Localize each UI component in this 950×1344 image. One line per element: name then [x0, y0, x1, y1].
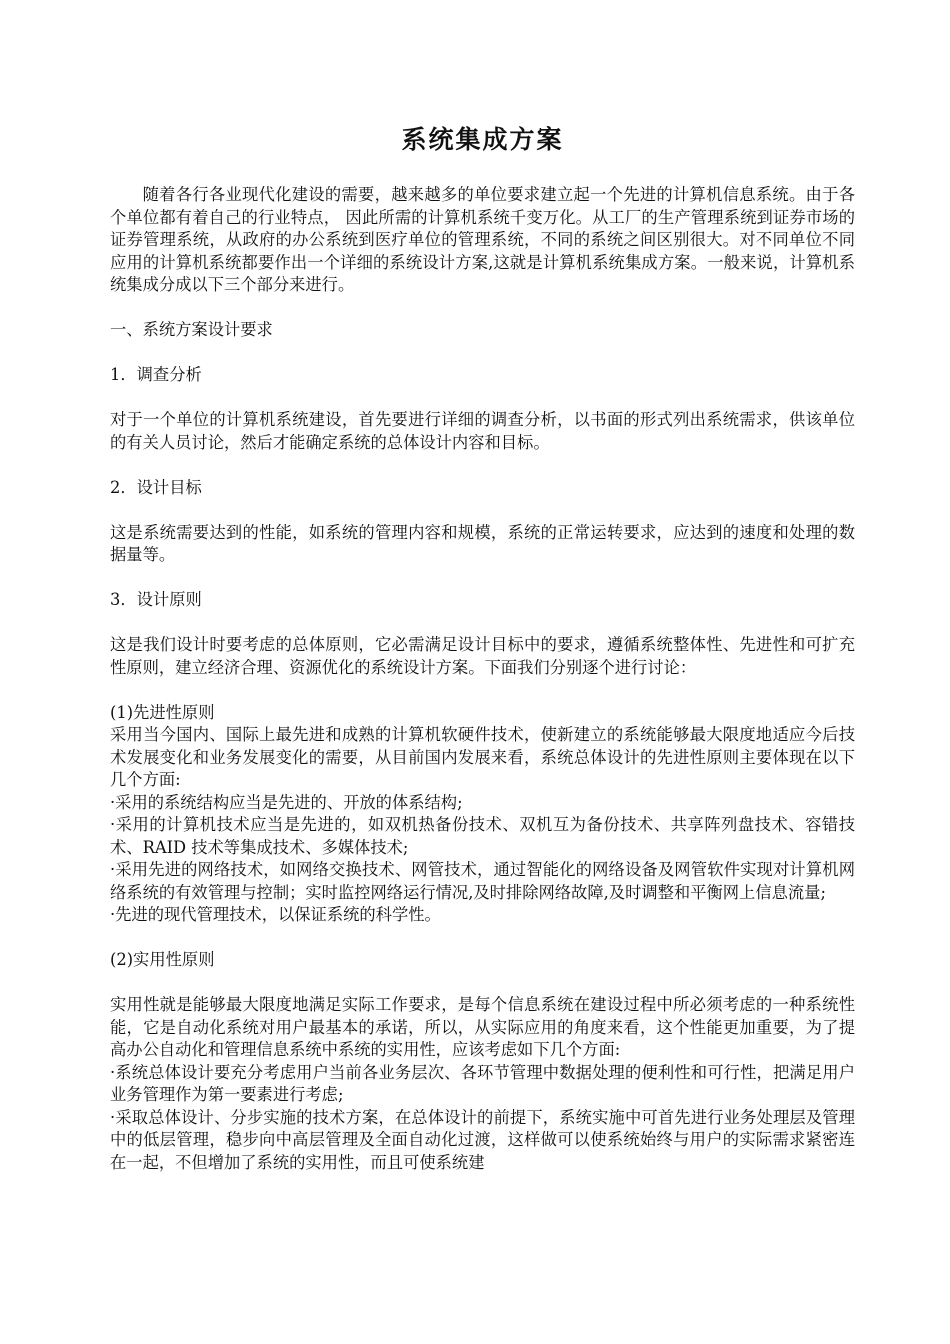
- principle-practical-paragraph: 实用性就是能够最大限度地满足实际工作要求，是每个信息系统在建设过程中所必须考虑的一种系统性能，它是自动化系统对用户最基本的承诺，所以，从实际应用的角度来看，这个性能更加重要，为了提高办公自动化和管理信息系统中系统的实用性，应该考虑如下几个方面:: [110, 995, 855, 1059]
- subsection-heading-goal: 2．设计目标: [110, 477, 202, 497]
- bullet-item: ·采取总体设计、分步实施的技术方案，在总体设计的前提下，系统实施中可首先进行业务处理层及管理中的低层管理，稳步向中高层管理及全面自动化过渡，这样做可以使系统始终与用户的实际需求紧密连在一起，不但增加了系统的实用性，而且可使系统建: [110, 1107, 855, 1172]
- survey-paragraph: 对于一个单位的计算机系统建设，首先要进行详细的调查分析，以书面的形式列出系统需求，供该单位的有关人员讨论，然后才能确定系统的总体设计内容和目标。: [110, 410, 855, 452]
- subsection-heading-survey: 1．调查分析: [110, 365, 202, 384]
- bullet-item: ·采用先进的网络技术，如网络交换技术、网管技术，通过智能化的网络设备及网管软件实现对计算机网络系统的有效管理与控制；实时监控网络运行情况,及时排除网络故障,及时调整和平衡网上信息流量;: [110, 860, 855, 902]
- bullet-item: ·采用的系统结构应当是先进的、开放的体系结构;: [110, 792, 463, 812]
- principle-advanced-heading: (1)先进性原则: [110, 702, 215, 722]
- subsection-heading-principles: 3．设计原则: [110, 590, 202, 609]
- bullet-item: ·采用的计算机技术应当是先进的，如双机热备份技术、双机互为备份技术、共享阵列盘技术、容错技术、RAID 技术等集成技术、多媒体技术;: [110, 815, 855, 857]
- principle-advanced-paragraph: 采用当今国内、国际上最先进和成熟的计算机软硬件技术，使新建立的系统能够最大限度地适应今后技术发展变化和业务发展变化的需要，从目前国内发展来看，系统总体设计的先进性原则主要体现在以下几个方面:: [110, 725, 855, 789]
- bullet-item: ·系统总体设计要充分考虑用户当前各业务层次、各环节管理中数据处理的便利性和可行性，把满足用户业务管理作为第一要素进行考虑;: [110, 1062, 855, 1104]
- intro-paragraph: 随着各行各业现代化建设的需要，越来越多的单位要求建立起一个先进的计算机信息系统。由于各个单位都有着自己的行业特点， 因此所需的计算机系统千变万化。从工厂的生产管理系统到证券市场的证券管理系统，从政府的办公系统到医疗单位的管理系统，不同的系统之间区别很大。对不同单位不同应用的计算机系统都要作出一个详细的系统设计方案,这就是计算机系统集成方案。一般来说，计算机系统集成分成以下三个部分来进行。: [110, 185, 855, 294]
- goal-paragraph: 这是系统需要达到的性能，如系统的管理内容和规模，系统的正常运转要求，应达到的速度和处理的数据量等。: [110, 522, 855, 564]
- document-title: 系统集成方案: [401, 125, 564, 154]
- principles-paragraph: 这是我们设计时要考虑的总体原则，它必需满足设计目标中的要求，遵循系统整体性、先进性和可扩充性原则，建立经济合理、资源优化的系统设计方案。下面我们分别逐个进行讨论：: [110, 635, 855, 677]
- section-heading: 一、系统方案设计要求: [110, 320, 273, 339]
- bullet-item: ·先进的现代管理技术，以保证系统的科学性。: [110, 905, 441, 924]
- document-page: [110, 120, 855, 1174]
- principle-practical-heading: (2)实用性原则: [110, 950, 215, 969]
